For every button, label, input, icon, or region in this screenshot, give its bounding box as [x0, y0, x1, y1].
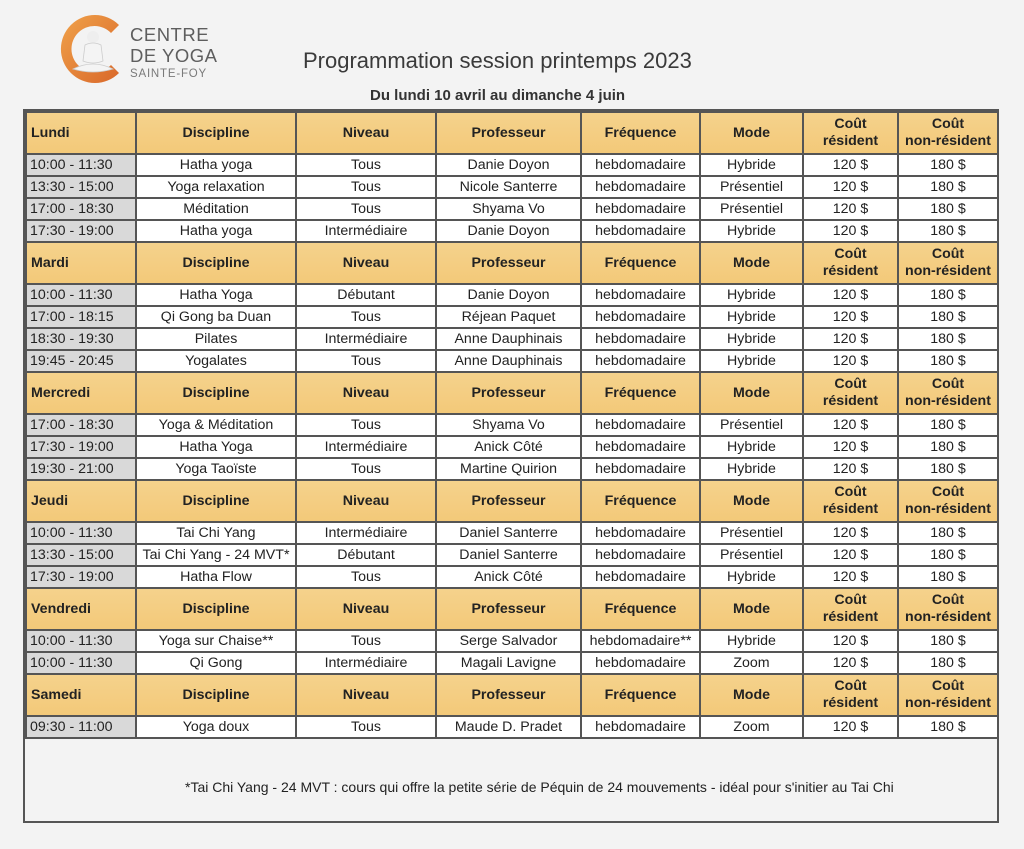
- header-mode: Mode: [700, 242, 803, 284]
- cell-discipline: Hatha yoga: [136, 220, 296, 242]
- cell-cout-non-resident: 180 $: [898, 284, 998, 306]
- table-row: [26, 154, 998, 176]
- cell-frequence: hebdomadaire: [581, 220, 700, 242]
- header-discipline: Discipline: [136, 588, 296, 630]
- cell-discipline: Yoga relaxation: [136, 176, 296, 198]
- header-mode: Mode: [700, 480, 803, 522]
- cell-niveau: Tous: [296, 566, 436, 588]
- cell-professeur: Danie Doyon: [436, 284, 581, 306]
- day-name: Mercredi: [26, 372, 136, 414]
- cell-time: 10:00 - 11:30: [26, 284, 136, 306]
- cell-cout-non-resident: 180 $: [898, 544, 998, 566]
- day-header-row: [26, 242, 998, 284]
- centre-logo: [55, 13, 230, 88]
- cell-niveau: Tous: [296, 176, 436, 198]
- cell-time: 17:30 - 19:00: [26, 436, 136, 458]
- table-row: [26, 716, 998, 738]
- header-cout-non-resident: [898, 112, 998, 154]
- cell-discipline: Yogalates: [136, 350, 296, 372]
- table-row: [26, 414, 998, 436]
- header-niveau: Niveau: [296, 242, 436, 284]
- cell-cout-resident: 120 $: [803, 630, 898, 652]
- header-cout-line: Coût: [931, 246, 965, 262]
- table-row: [26, 522, 998, 544]
- schedule-table: [25, 111, 999, 739]
- header-mode: Mode: [700, 112, 803, 154]
- table-row: [26, 284, 998, 306]
- day-name: Samedi: [26, 674, 136, 716]
- day-header-row: [26, 480, 998, 522]
- day-name: Lundi: [26, 112, 136, 154]
- cell-time: 17:30 - 19:00: [26, 566, 136, 588]
- header-cout-line: Coût: [834, 592, 867, 608]
- cell-mode: Présentiel: [700, 414, 803, 436]
- cell-cout-resident: 120 $: [803, 220, 898, 242]
- cell-cout-resident: 120 $: [803, 652, 898, 674]
- cell-mode: Présentiel: [700, 198, 803, 220]
- table-row: [26, 350, 998, 372]
- cell-time: 13:30 - 15:00: [26, 544, 136, 566]
- cell-frequence: hebdomadaire: [581, 176, 700, 198]
- cell-mode: Hybride: [700, 458, 803, 480]
- header-resident-line: résident: [822, 695, 879, 711]
- cell-mode: Présentiel: [700, 544, 803, 566]
- header-professeur: Professeur: [436, 372, 581, 414]
- cell-time: 18:30 - 19:30: [26, 328, 136, 350]
- cell-cout-resident: 120 $: [803, 350, 898, 372]
- cell-mode: Présentiel: [700, 522, 803, 544]
- day-name: Mardi: [26, 242, 136, 284]
- cell-frequence: hebdomadaire: [581, 716, 700, 738]
- header-cout-line: Coût: [834, 678, 867, 694]
- logo-line-centre: CENTRE: [130, 24, 210, 45]
- header-non-resident-line: non-résident: [905, 501, 991, 517]
- cell-niveau: Tous: [296, 458, 436, 480]
- page-title: Programmation session printemps 2023: [303, 48, 692, 73]
- table-row: [26, 652, 998, 674]
- cell-frequence: hebdomadaire: [581, 350, 700, 372]
- header-cout-non-resident: [898, 480, 998, 522]
- cell-time: 10:00 - 11:30: [26, 652, 136, 674]
- day-header-row: [26, 588, 998, 630]
- day-name: Vendredi: [26, 588, 136, 630]
- cell-professeur: Serge Salvador: [436, 630, 581, 652]
- cell-professeur: Daniel Santerre: [436, 522, 581, 544]
- cell-niveau: Tous: [296, 306, 436, 328]
- cell-cout-non-resident: 180 $: [898, 652, 998, 674]
- cell-frequence: hebdomadaire**: [581, 630, 700, 652]
- header-cout-resident: [803, 242, 898, 284]
- header-cout-line: Coût: [834, 484, 867, 500]
- cell-cout-resident: 120 $: [803, 458, 898, 480]
- header-frequence: Fréquence: [581, 112, 700, 154]
- cell-cout-non-resident: 180 $: [898, 306, 998, 328]
- header-niveau: Niveau: [296, 480, 436, 522]
- cell-discipline: Yoga Taoïste: [136, 458, 296, 480]
- header-resident-line: résident: [822, 133, 879, 149]
- cell-discipline: Yoga sur Chaise**: [136, 630, 296, 652]
- header-non-resident-line: non-résident: [905, 695, 991, 711]
- table-row: [26, 436, 998, 458]
- cell-cout-non-resident: 180 $: [898, 522, 998, 544]
- cell-professeur: Réjean Paquet: [436, 306, 581, 328]
- cell-time: 10:00 - 11:30: [26, 630, 136, 652]
- header-discipline: Discipline: [136, 480, 296, 522]
- footnote: *Tai Chi Yang - 24 MVT : cours qui offre la petite série de Péquin de 24 mouvements - idéal pour s'initier au Tai Chi: [185, 779, 894, 795]
- yoga-logo-icon: [55, 13, 123, 85]
- header-niveau: Niveau: [296, 674, 436, 716]
- header-cout-resident: [803, 372, 898, 414]
- header-non-resident-line: non-résident: [905, 263, 991, 279]
- header-cout-line: Coût: [834, 376, 867, 392]
- cell-time: 19:45 - 20:45: [26, 350, 136, 372]
- cell-professeur: Danie Doyon: [436, 154, 581, 176]
- cell-cout-non-resident: 180 $: [898, 154, 998, 176]
- header-frequence: Fréquence: [581, 372, 700, 414]
- cell-frequence: hebdomadaire: [581, 284, 700, 306]
- cell-niveau: Intermédiaire: [296, 652, 436, 674]
- header-professeur: Professeur: [436, 674, 581, 716]
- table-row: [26, 630, 998, 652]
- table-row: [26, 306, 998, 328]
- cell-discipline: Yoga & Méditation: [136, 414, 296, 436]
- cell-frequence: hebdomadaire: [581, 652, 700, 674]
- cell-niveau: Tous: [296, 154, 436, 176]
- cell-professeur: Magali Lavigne: [436, 652, 581, 674]
- header-resident-line: résident: [822, 393, 879, 409]
- header-cout-resident: [803, 480, 898, 522]
- header-professeur: Professeur: [436, 112, 581, 154]
- cell-frequence: hebdomadaire: [581, 198, 700, 220]
- header-cout-line: Coût: [931, 376, 965, 392]
- cell-cout-non-resident: 180 $: [898, 458, 998, 480]
- header-frequence: Fréquence: [581, 242, 700, 284]
- cell-frequence: hebdomadaire: [581, 566, 700, 588]
- cell-discipline: Hatha Flow: [136, 566, 296, 588]
- cell-cout-non-resident: 180 $: [898, 176, 998, 198]
- cell-time: 09:30 - 11:00: [26, 716, 136, 738]
- cell-cout-non-resident: 180 $: [898, 198, 998, 220]
- header-professeur: Professeur: [436, 242, 581, 284]
- header-resident-line: résident: [822, 501, 879, 517]
- cell-professeur: Anne Dauphinais: [436, 328, 581, 350]
- table-row: [26, 198, 998, 220]
- cell-frequence: hebdomadaire: [581, 328, 700, 350]
- cell-cout-resident: 120 $: [803, 306, 898, 328]
- header-mode: Mode: [700, 674, 803, 716]
- header-mode: Mode: [700, 588, 803, 630]
- header-discipline: Discipline: [136, 242, 296, 284]
- cell-cout-resident: 120 $: [803, 716, 898, 738]
- header-professeur: Professeur: [436, 480, 581, 522]
- cell-frequence: hebdomadaire: [581, 458, 700, 480]
- header-cout-non-resident: [898, 588, 998, 630]
- header-cout-line: Coût: [834, 116, 867, 132]
- header-cout-non-resident: [898, 674, 998, 716]
- cell-cout-resident: 120 $: [803, 522, 898, 544]
- cell-discipline: Pilates: [136, 328, 296, 350]
- cell-niveau: Tous: [296, 198, 436, 220]
- cell-cout-resident: 120 $: [803, 566, 898, 588]
- cell-cout-non-resident: 180 $: [898, 414, 998, 436]
- cell-niveau: Tous: [296, 630, 436, 652]
- cell-cout-non-resident: 180 $: [898, 716, 998, 738]
- cell-cout-resident: 120 $: [803, 176, 898, 198]
- logo-wordmark: [130, 26, 217, 81]
- cell-professeur: Nicole Santerre: [436, 176, 581, 198]
- cell-discipline: Méditation: [136, 198, 296, 220]
- header-discipline: Discipline: [136, 372, 296, 414]
- cell-mode: Zoom: [700, 716, 803, 738]
- cell-cout-resident: 120 $: [803, 154, 898, 176]
- cell-niveau: Tous: [296, 350, 436, 372]
- cell-professeur: Anne Dauphinais: [436, 350, 581, 372]
- cell-frequence: hebdomadaire: [581, 154, 700, 176]
- table-row: [26, 328, 998, 350]
- header-non-resident-line: non-résident: [905, 133, 991, 149]
- cell-discipline: Hatha yoga: [136, 154, 296, 176]
- table-row: [26, 544, 998, 566]
- cell-professeur: Martine Quirion: [436, 458, 581, 480]
- cell-professeur: Maude D. Pradet: [436, 716, 581, 738]
- header-cout-line: Coût: [834, 246, 867, 262]
- cell-mode: Hybride: [700, 328, 803, 350]
- cell-mode: Zoom: [700, 652, 803, 674]
- cell-niveau: Intermédiaire: [296, 522, 436, 544]
- cell-mode: Hybride: [700, 566, 803, 588]
- cell-mode: Hybride: [700, 306, 803, 328]
- cell-discipline: Tai Chi Yang: [136, 522, 296, 544]
- cell-time: 17:00 - 18:30: [26, 198, 136, 220]
- header-niveau: Niveau: [296, 372, 436, 414]
- cell-cout-resident: 120 $: [803, 284, 898, 306]
- cell-cout-non-resident: 180 $: [898, 436, 998, 458]
- cell-time: 17:30 - 19:00: [26, 220, 136, 242]
- header-professeur: Professeur: [436, 588, 581, 630]
- cell-professeur: Danie Doyon: [436, 220, 581, 242]
- cell-professeur: Shyama Vo: [436, 414, 581, 436]
- cell-cout-resident: 120 $: [803, 544, 898, 566]
- cell-mode: Hybride: [700, 154, 803, 176]
- day-header-row: [26, 674, 998, 716]
- header-non-resident-line: non-résident: [905, 609, 991, 625]
- page-subtitle: Du lundi 10 avril au dimanche 4 juin: [370, 87, 626, 104]
- day-name: Jeudi: [26, 480, 136, 522]
- cell-mode: Présentiel: [700, 176, 803, 198]
- cell-cout-resident: 120 $: [803, 436, 898, 458]
- cell-cout-resident: 120 $: [803, 328, 898, 350]
- cell-cout-non-resident: 180 $: [898, 566, 998, 588]
- cell-niveau: Intermédiaire: [296, 436, 436, 458]
- cell-time: 19:30 - 21:00: [26, 458, 136, 480]
- cell-niveau: Débutant: [296, 544, 436, 566]
- cell-cout-resident: 120 $: [803, 414, 898, 436]
- cell-discipline: Hatha Yoga: [136, 436, 296, 458]
- header-cout-non-resident: [898, 242, 998, 284]
- cell-discipline: Hatha Yoga: [136, 284, 296, 306]
- cell-frequence: hebdomadaire: [581, 522, 700, 544]
- cell-discipline: Tai Chi Yang - 24 MVT*: [136, 544, 296, 566]
- cell-frequence: hebdomadaire: [581, 414, 700, 436]
- header-cout-resident: [803, 112, 898, 154]
- day-header-row: [26, 112, 998, 154]
- header-cout-line: Coût: [931, 116, 965, 132]
- cell-niveau: Intermédiaire: [296, 220, 436, 242]
- table-row: [26, 458, 998, 480]
- cell-mode: Hybride: [700, 436, 803, 458]
- header-discipline: Discipline: [136, 112, 296, 154]
- cell-discipline: Qi Gong ba Duan: [136, 306, 296, 328]
- cell-mode: Hybride: [700, 284, 803, 306]
- header-resident-line: résident: [822, 609, 879, 625]
- cell-time: 10:00 - 11:30: [26, 154, 136, 176]
- cell-professeur: Anick Côté: [436, 566, 581, 588]
- header-frequence: Fréquence: [581, 674, 700, 716]
- header-cout-line: Coût: [931, 592, 965, 608]
- logo-line-sainte-foy: SAINTE-FOY: [130, 68, 208, 80]
- header-non-resident-line: non-résident: [905, 393, 991, 409]
- cell-niveau: Débutant: [296, 284, 436, 306]
- cell-frequence: hebdomadaire: [581, 544, 700, 566]
- header-frequence: Fréquence: [581, 588, 700, 630]
- header-cout-line: Coût: [931, 484, 965, 500]
- header-discipline: Discipline: [136, 674, 296, 716]
- table-row: [26, 566, 998, 588]
- cell-time: 13:30 - 15:00: [26, 176, 136, 198]
- schedule-panel: [23, 109, 999, 823]
- header-cout-line: Coût: [931, 678, 965, 694]
- cell-cout-non-resident: 180 $: [898, 630, 998, 652]
- cell-niveau: Intermédiaire: [296, 328, 436, 350]
- header-niveau: Niveau: [296, 588, 436, 630]
- header-mode: Mode: [700, 372, 803, 414]
- header-cout-resident: [803, 588, 898, 630]
- cell-niveau: Tous: [296, 716, 436, 738]
- cell-time: 10:00 - 11:30: [26, 522, 136, 544]
- header-resident-line: résident: [822, 263, 879, 279]
- cell-niveau: Tous: [296, 414, 436, 436]
- cell-mode: Hybride: [700, 350, 803, 372]
- cell-cout-non-resident: 180 $: [898, 220, 998, 242]
- header-frequence: Fréquence: [581, 480, 700, 522]
- table-row: [26, 176, 998, 198]
- day-header-row: [26, 372, 998, 414]
- cell-professeur: Anick Côté: [436, 436, 581, 458]
- cell-frequence: hebdomadaire: [581, 436, 700, 458]
- cell-time: 17:00 - 18:15: [26, 306, 136, 328]
- logo-line-de-yoga: DE YOGA: [130, 44, 218, 66]
- cell-discipline: Yoga doux: [136, 716, 296, 738]
- cell-cout-non-resident: 180 $: [898, 350, 998, 372]
- header-cout-non-resident: [898, 372, 998, 414]
- cell-mode: Hybride: [700, 220, 803, 242]
- cell-professeur: Shyama Vo: [436, 198, 581, 220]
- cell-discipline: Qi Gong: [136, 652, 296, 674]
- cell-mode: Hybride: [700, 630, 803, 652]
- table-row: [26, 220, 998, 242]
- header-cout-resident: [803, 674, 898, 716]
- cell-time: 17:00 - 18:30: [26, 414, 136, 436]
- cell-cout-resident: 120 $: [803, 198, 898, 220]
- header-niveau: Niveau: [296, 112, 436, 154]
- cell-cout-non-resident: 180 $: [898, 328, 998, 350]
- cell-frequence: hebdomadaire: [581, 306, 700, 328]
- cell-professeur: Daniel Santerre: [436, 544, 581, 566]
